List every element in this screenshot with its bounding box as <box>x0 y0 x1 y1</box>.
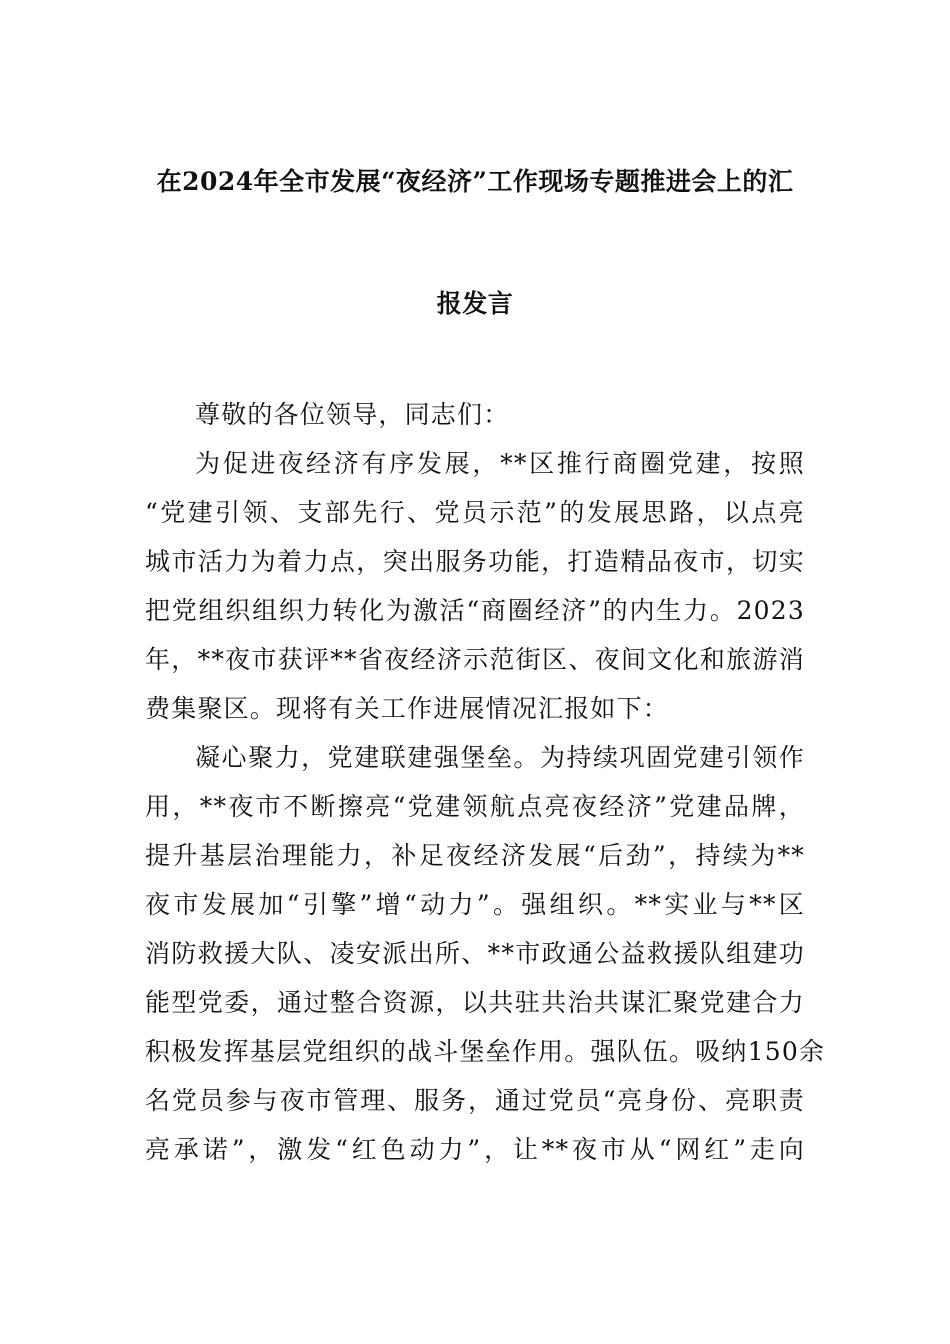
document-body <box>145 390 826 1174</box>
body-line: 夜市发展加“引擎”增“动力”。强组织。**实业与**区 <box>145 890 805 919</box>
body-line: “党建引领、支部先行、党员示范”的发展思路，以点亮 <box>145 498 805 527</box>
body-line: 年，**夜市获评**省夜经济示范街区、夜间文化和旅游消 <box>145 645 805 674</box>
body-line: 凝心聚力，党建联建强堡垒。为持续巩固党建引领作 <box>195 743 805 772</box>
body-line: 费集聚区。现将有关工作进展情况汇报如下： <box>145 694 670 723</box>
body-line: 能型党委，通过整合资源，以共驻共治共谋汇聚党建合力 <box>145 988 805 1017</box>
body-line: 把党组织组织力转化为激活“商圈经济”的内生力。2023 <box>145 596 805 625</box>
body-line: 城市活力为着力点，突出服务功能，打造精品夜市，切实 <box>145 547 805 576</box>
body-line: 提升基层治理能力，补足夜经济发展“后劲”，持续为** <box>145 841 805 870</box>
document-title-line-2: 报发言 <box>436 289 514 318</box>
body-line: 消防救援大队、凌安派出所、**市政通公益救援队组建功 <box>145 939 805 968</box>
body-line: 用，**夜市不断擦亮“党建领航点亮夜经济”党建品牌， <box>145 792 805 821</box>
document-title-line-1: 在2024年全市发展“夜经济”工作现场专题推进会上的汇 <box>156 167 794 196</box>
body-line: 亮承诺”，激发“红色动力”，让**夜市从“网红”走向 <box>145 1135 805 1164</box>
salutation-line: 尊敬的各位领导，同志们： <box>195 400 510 429</box>
body-line: 为促进夜经济有序发展，**区推行商圈党建，按照 <box>195 449 805 478</box>
body-line: 名党员参与夜市管理、服务，通过党员“亮身份、亮职责 <box>145 1086 805 1115</box>
body-line: 积极发挥基层党组织的战斗堡垒作用。强队伍。吸纳150余 <box>145 1037 826 1066</box>
